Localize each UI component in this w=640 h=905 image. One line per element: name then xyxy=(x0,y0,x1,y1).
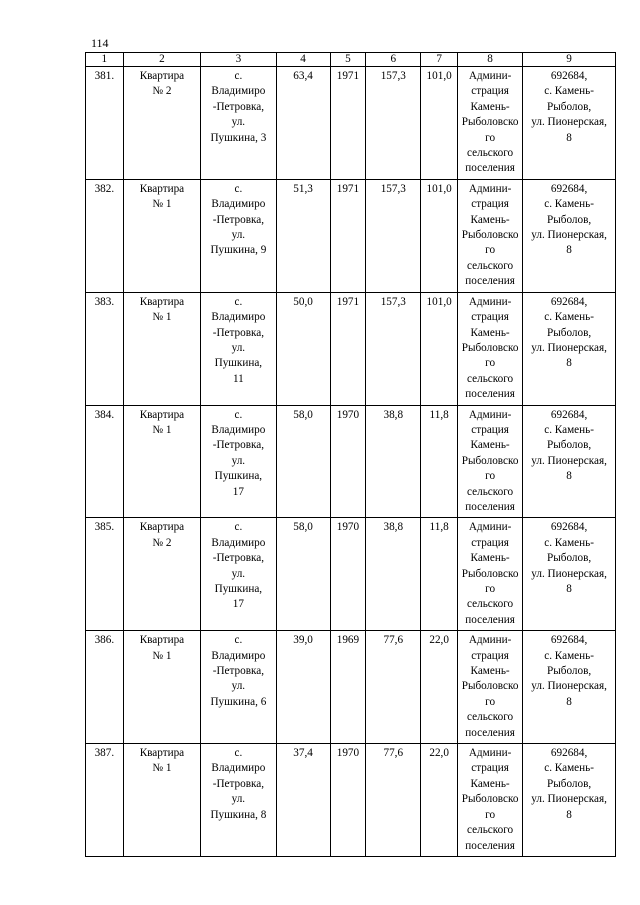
table-row xyxy=(86,518,616,631)
owner-address-cell-line: с. Камень- xyxy=(544,85,594,98)
owner-cell-line: сельского xyxy=(467,824,514,837)
object-address-cell-line: ул. xyxy=(231,567,246,580)
residual-value-cell: 11,8 xyxy=(421,518,458,631)
object-type-cell xyxy=(123,744,200,857)
object-address-cell-line: Владимиро xyxy=(211,311,266,324)
owner-cell-line: страция xyxy=(471,536,509,549)
object-address-cell-line: с. xyxy=(234,747,243,760)
object-type-cell-line: Квартира xyxy=(139,747,185,760)
owner-address-cell-line: 8 xyxy=(566,244,572,257)
owner-address-cell-line: ул. Пионерская, xyxy=(531,229,607,242)
owner-cell-line: Рыболовско xyxy=(461,793,519,806)
owner-cell-line: сельского xyxy=(467,372,514,385)
object-address-cell-line: -Петровка, xyxy=(212,100,265,113)
area-cell: 50,0 xyxy=(276,292,330,405)
object-address-cell-line: Пушкина, 6 xyxy=(210,695,267,708)
owner-address-cell-line: с. Камень- xyxy=(544,649,594,662)
object-type-cell-line: Квартира xyxy=(139,408,185,421)
table-row xyxy=(86,67,616,180)
owner-cell xyxy=(457,631,522,744)
page-number: 114 xyxy=(91,36,109,50)
object-address-cell-line: -Петровка, xyxy=(212,665,265,678)
year-cell: 1970 xyxy=(330,744,366,857)
row-number-cell: 385. xyxy=(86,518,124,631)
owner-cell-line: сельского xyxy=(467,259,514,272)
owner-address-cell-line: Рыболов, xyxy=(547,777,592,790)
table-row xyxy=(86,744,616,857)
object-address-cell-line: -Петровка, xyxy=(212,552,265,565)
object-address-cell-line: с. xyxy=(234,70,243,82)
owner-address-cell-line: Рыболов, xyxy=(547,213,592,226)
owner-address-cell-line: 8 xyxy=(566,695,572,708)
owner-cell-line: Админи- xyxy=(468,521,512,534)
owner-address-cell-line: 692684, xyxy=(550,70,588,82)
owner-cell-line: поселения xyxy=(465,726,515,739)
owner-cell-line: го xyxy=(485,244,496,257)
column-header: 1 xyxy=(86,53,124,67)
area-cell: 58,0 xyxy=(276,405,330,518)
column-header: 8 xyxy=(457,53,522,67)
object-type-cell-line: № 1 xyxy=(152,311,172,324)
row-number-cell: 386. xyxy=(86,631,124,744)
object-address-cell-line: Пушкина, 9 xyxy=(210,244,267,257)
object-address-cell-line: с. xyxy=(234,295,243,308)
owner-cell-line: страция xyxy=(471,423,509,436)
row-number-cell: 384. xyxy=(86,405,124,518)
owner-address-cell xyxy=(523,292,616,405)
row-number-cell: 383. xyxy=(86,292,124,405)
object-type-cell xyxy=(123,405,200,518)
column-header: 6 xyxy=(366,53,421,67)
object-address-cell-line: -Петровка, xyxy=(212,326,265,339)
object-address-cell-line: Владимиро xyxy=(211,536,266,549)
object-type-cell xyxy=(123,67,200,180)
object-address-cell xyxy=(201,744,276,857)
owner-cell-line: Камень- xyxy=(470,439,510,452)
object-address-cell-line: ул. xyxy=(231,680,246,693)
object-address-cell-line: Пушкина, 8 xyxy=(210,808,267,821)
object-type-cell-line: Квартира xyxy=(139,295,185,308)
owner-address-cell-line: 8 xyxy=(566,808,572,821)
object-address-cell-line: с. xyxy=(234,634,243,647)
owner-cell-line: Камень- xyxy=(470,326,510,339)
object-address-cell-line: Пушкина, xyxy=(214,357,263,370)
owner-cell-line: го xyxy=(485,357,496,370)
owner-cell-line: Камень- xyxy=(470,665,510,678)
owner-cell-line: поселения xyxy=(465,613,515,626)
property-registry-table xyxy=(85,52,616,857)
object-address-cell xyxy=(201,67,276,180)
residual-value-cell: 101,0 xyxy=(421,292,458,405)
owner-cell-line: Админи- xyxy=(468,747,512,760)
owner-address-cell-line: ул. Пионерская, xyxy=(531,793,607,806)
owner-cell-line: Админи- xyxy=(468,70,512,82)
object-address-cell-line: 17 xyxy=(232,598,244,611)
residual-value-cell: 101,0 xyxy=(421,179,458,292)
residual-value-cell: 22,0 xyxy=(421,744,458,857)
owner-address-cell-line: 692684, xyxy=(550,521,588,534)
object-address-cell-line: ул. xyxy=(231,341,246,354)
object-address-cell xyxy=(201,405,276,518)
book-value-cell: 157,3 xyxy=(366,292,421,405)
owner-cell-line: сельского xyxy=(467,711,514,724)
table-row xyxy=(86,631,616,744)
owner-cell-line: поселения xyxy=(465,839,515,852)
object-type-cell-line: Квартира xyxy=(139,521,185,534)
book-value-cell: 38,8 xyxy=(366,518,421,631)
owner-address-cell-line: ул. Пионерская, xyxy=(531,341,607,354)
book-value-cell: 77,6 xyxy=(366,744,421,857)
owner-cell-line: Рыболовско xyxy=(461,341,519,354)
object-address-cell-line: ул. xyxy=(231,793,246,806)
area-cell: 58,0 xyxy=(276,518,330,631)
owner-address-cell-line: Рыболов, xyxy=(547,439,592,452)
owner-cell-line: поселения xyxy=(465,500,515,513)
column-header: 9 xyxy=(523,53,616,67)
book-value-cell: 77,6 xyxy=(366,631,421,744)
object-type-cell xyxy=(123,518,200,631)
owner-cell-line: страция xyxy=(471,311,509,324)
column-header: 4 xyxy=(276,53,330,67)
owner-address-cell xyxy=(523,518,616,631)
owner-cell-line: Камень- xyxy=(470,100,510,113)
owner-address-cell xyxy=(523,67,616,180)
year-cell: 1969 xyxy=(330,631,366,744)
owner-cell xyxy=(457,67,522,180)
residual-value-cell: 11,8 xyxy=(421,405,458,518)
owner-cell-line: страция xyxy=(471,649,509,662)
table-body xyxy=(86,67,616,857)
owner-cell-line: сельского xyxy=(467,485,514,498)
area-cell: 63,4 xyxy=(276,67,330,180)
object-address-cell-line: ул. xyxy=(231,116,246,129)
area-cell: 39,0 xyxy=(276,631,330,744)
object-address-cell-line: 17 xyxy=(232,485,244,498)
owner-cell-line: Админи- xyxy=(468,182,512,195)
object-address-cell xyxy=(201,631,276,744)
owner-cell xyxy=(457,179,522,292)
object-type-cell-line: Квартира xyxy=(139,70,185,82)
object-address-cell xyxy=(201,179,276,292)
owner-address-cell-line: с. Камень- xyxy=(544,198,594,211)
owner-cell-line: го xyxy=(485,131,496,144)
object-type-cell xyxy=(123,292,200,405)
owner-cell-line: Камень- xyxy=(470,777,510,790)
owner-cell xyxy=(457,518,522,631)
owner-address-cell-line: ул. Пионерская, xyxy=(531,567,607,580)
object-address-cell-line: -Петровка, xyxy=(212,439,265,452)
book-value-cell: 38,8 xyxy=(366,405,421,518)
owner-cell-line: Рыболовско xyxy=(461,567,519,580)
object-address-cell-line: -Петровка, xyxy=(212,213,265,226)
object-address-cell-line: Пушкина, xyxy=(214,583,263,595)
area-cell: 37,4 xyxy=(276,744,330,857)
owner-address-cell-line: Рыболов, xyxy=(547,552,592,565)
object-address-cell-line: с. xyxy=(234,182,243,195)
owner-address-cell-line: с. Камень- xyxy=(544,762,594,775)
row-number-cell: 382. xyxy=(86,179,124,292)
owner-cell-line: Админи- xyxy=(468,408,512,421)
owner-cell-line: сельского xyxy=(467,598,514,611)
owner-cell xyxy=(457,292,522,405)
owner-address-cell-line: 692684, xyxy=(550,182,588,195)
owner-cell-line: поселения xyxy=(465,162,515,175)
owner-address-cell-line: 8 xyxy=(566,583,572,595)
owner-address-cell xyxy=(523,744,616,857)
owner-cell-line: Рыболовско xyxy=(461,116,519,129)
owner-cell-line: страция xyxy=(471,198,509,211)
owner-address-cell-line: Рыболов, xyxy=(547,326,592,339)
column-header: 3 xyxy=(201,53,276,67)
object-type-cell-line: № 1 xyxy=(152,198,172,211)
owner-address-cell-line: с. Камень- xyxy=(544,423,594,436)
year-cell: 1970 xyxy=(330,405,366,518)
residual-value-cell: 101,0 xyxy=(421,67,458,180)
area-cell: 51,3 xyxy=(276,179,330,292)
owner-cell-line: страция xyxy=(471,85,509,98)
owner-address-cell-line: 692684, xyxy=(550,634,588,647)
table-row xyxy=(86,405,616,518)
column-header: 5 xyxy=(330,53,366,67)
owner-address-cell-line: Рыболов, xyxy=(547,100,592,113)
owner-address-cell-line: ул. Пионерская, xyxy=(531,680,607,693)
object-address-cell-line: Владимиро xyxy=(211,85,266,98)
owner-address-cell-line: 8 xyxy=(566,470,572,483)
owner-cell-line: поселения xyxy=(465,388,515,401)
column-number-header-row xyxy=(86,53,616,67)
owner-address-cell-line: ул. Пионерская, xyxy=(531,116,607,129)
owner-address-cell-line: 692684, xyxy=(550,747,588,760)
object-address-cell-line: с. xyxy=(234,521,243,534)
row-number-cell: 387. xyxy=(86,744,124,857)
object-address-cell xyxy=(201,292,276,405)
table-row xyxy=(86,179,616,292)
object-address-cell-line: Владимиро xyxy=(211,423,266,436)
row-number-cell: 381. xyxy=(86,67,124,180)
table-row xyxy=(86,292,616,405)
owner-address-cell-line: 692684, xyxy=(550,408,588,421)
year-cell: 1971 xyxy=(330,292,366,405)
owner-address-cell-line: 692684, xyxy=(550,295,588,308)
object-address-cell-line: -Петровка, xyxy=(212,777,265,790)
object-type-cell-line: № 1 xyxy=(152,649,172,662)
owner-cell-line: Админи- xyxy=(468,295,512,308)
owner-cell-line: поселения xyxy=(465,275,515,288)
owner-address-cell-line: ул. Пионерская, xyxy=(531,454,607,467)
owner-cell-line: Рыболовско xyxy=(461,229,519,242)
owner-address-cell xyxy=(523,631,616,744)
object-address-cell-line: Владимиро xyxy=(211,762,266,775)
object-type-cell-line: Квартира xyxy=(139,634,185,647)
object-type-cell-line: № 2 xyxy=(152,536,172,549)
owner-cell-line: страция xyxy=(471,762,509,775)
owner-address-cell-line: 8 xyxy=(566,357,572,370)
object-type-cell-line: № 1 xyxy=(152,762,172,775)
owner-address-cell-line: Рыболов, xyxy=(547,665,592,678)
owner-cell-line: го xyxy=(485,583,496,595)
year-cell: 1970 xyxy=(330,518,366,631)
owner-cell xyxy=(457,744,522,857)
object-type-cell-line: № 1 xyxy=(152,423,172,436)
owner-cell-line: Камень- xyxy=(470,213,510,226)
owner-cell-line: Админи- xyxy=(468,634,512,647)
owner-cell-line: го xyxy=(485,695,496,708)
column-header: 7 xyxy=(421,53,458,67)
owner-address-cell-line: с. Камень- xyxy=(544,311,594,324)
residual-value-cell: 22,0 xyxy=(421,631,458,744)
owner-address-cell-line: 8 xyxy=(566,131,572,144)
owner-cell xyxy=(457,405,522,518)
object-type-cell-line: Квартира xyxy=(139,182,185,195)
object-address-cell-line: с. xyxy=(234,408,243,421)
owner-cell-line: сельского xyxy=(467,147,514,160)
year-cell: 1971 xyxy=(330,67,366,180)
object-address-cell-line: Владимиро xyxy=(211,198,266,211)
owner-cell-line: Рыболовско xyxy=(461,680,519,693)
owner-address-cell xyxy=(523,405,616,518)
owner-address-cell xyxy=(523,179,616,292)
column-header: 2 xyxy=(123,53,200,67)
object-address-cell-line: Пушкина, 3 xyxy=(210,131,267,144)
year-cell: 1971 xyxy=(330,179,366,292)
object-address-cell-line: Пушкина, xyxy=(214,470,263,483)
object-type-cell xyxy=(123,631,200,744)
owner-address-cell-line: с. Камень- xyxy=(544,536,594,549)
owner-cell-line: Камень- xyxy=(470,552,510,565)
object-address-cell-line: 11 xyxy=(232,372,244,385)
object-type-cell-line: № 2 xyxy=(152,85,172,98)
object-address-cell xyxy=(201,518,276,631)
object-address-cell-line: ул. xyxy=(231,229,246,242)
object-address-cell-line: ул. xyxy=(231,454,246,467)
owner-cell-line: го xyxy=(485,808,496,821)
book-value-cell: 157,3 xyxy=(366,179,421,292)
owner-cell-line: го xyxy=(485,470,496,483)
book-value-cell: 157,3 xyxy=(366,67,421,180)
object-type-cell xyxy=(123,179,200,292)
owner-cell-line: Рыболовско xyxy=(461,454,519,467)
object-address-cell-line: Владимиро xyxy=(211,649,266,662)
